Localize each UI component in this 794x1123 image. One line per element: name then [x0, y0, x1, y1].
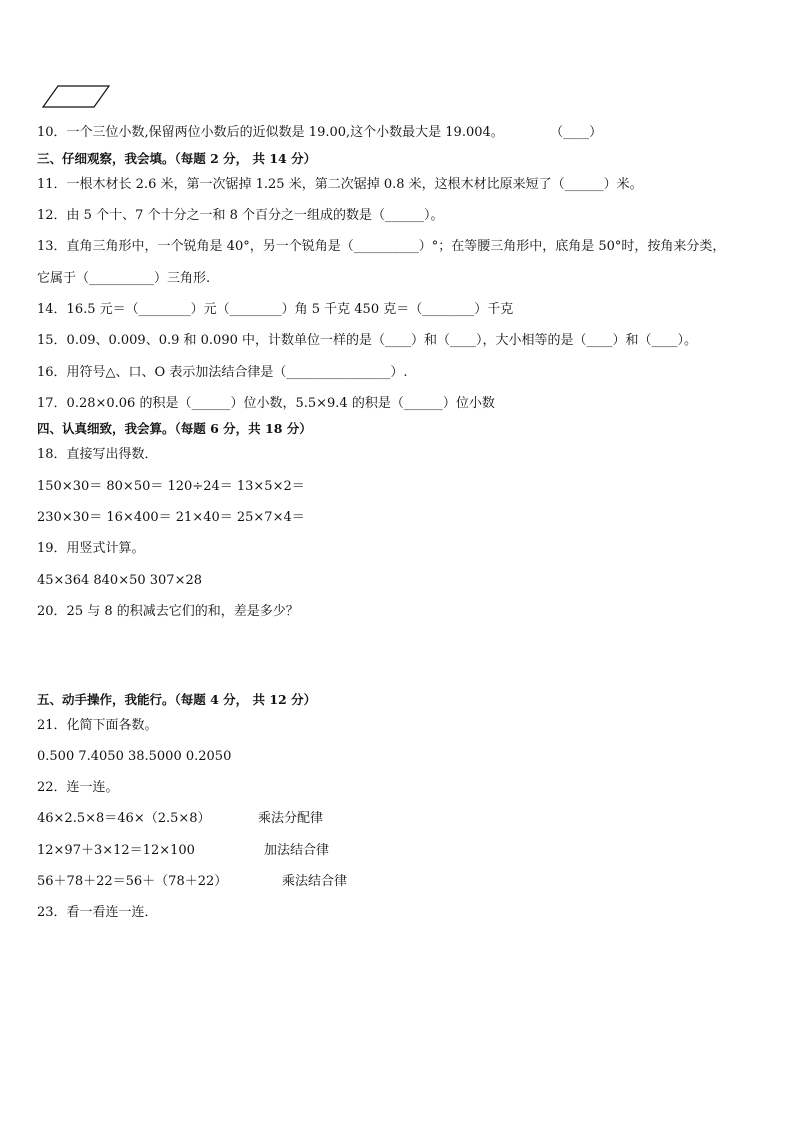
question-22: 22．连一连。: [37, 780, 119, 795]
question-12: 12．由 5 个十、7 个十分之一和 8 个百分之一组成的数是（______）。: [37, 208, 444, 223]
question-23: 23．看一看连一连．: [37, 905, 158, 920]
question-13-line-1: 13．直角三角形中，一个锐角是 40°，另一个锐角是（__________）°；在等腰三角形中，底角是 50°时，按角来分类，: [37, 239, 726, 254]
question-17: 17．0.28×0.06 的积是（______）位小数，5.5×9.4 的积是（______）位小数: [37, 396, 495, 411]
question-22-equation-b: 12×97＋3×12＝12×100: [37, 843, 195, 858]
question-18-row-2: 230×30＝ 16×400＝ 21×40＝ 25×7×4＝: [37, 510, 305, 525]
section-4-heading: 四、认真细致，我会算。（每题 6 分，共 18 分）: [37, 421, 312, 436]
question-13-line-2: 它属于（__________）三角形.: [37, 271, 211, 286]
question-10-blank: （____）: [550, 125, 603, 140]
question-15: 15．0.09、0.009、0.9 和 0.090 中，计数单位一样的是（____）和（____），大小相等的是（____）和（____）。: [37, 333, 697, 348]
question-21-row: 0.500 7.4050 38.5000 0.2050: [37, 749, 232, 764]
question-22-law-b: 加法结合律: [264, 843, 330, 858]
question-10: [37, 124, 602, 142]
question-18: 18．直接写出得数．: [37, 447, 158, 462]
question-19: 19．用竖式计算。: [37, 541, 145, 556]
section-5-heading: 五、动手操作，我能行。（每题 4 分， 共 12 分）: [37, 692, 317, 707]
question-14: 14．16.5 元＝（________）元（________）角 5 千克 450 克＝（________）千克: [37, 302, 514, 317]
question-21: 21．化简下面各数。: [37, 718, 158, 733]
question-19-row: 45×364 840×50 307×28: [37, 573, 203, 588]
question-22-equation-c: 56＋78＋22＝56＋（78＋22）: [37, 874, 228, 889]
question-16: 16．用符号△、口、O 表示加法结合律是（________________）.: [37, 365, 408, 380]
question-22-law-a: 乘法分配律: [258, 811, 324, 826]
question-22-equation-a: 46×2.5×8＝46×（2.5×8）: [37, 811, 211, 826]
question-10-text: 10．一个三位小数,保留两位小数后的近似数是 19.00,这个小数最大是 19.004。: [37, 125, 504, 140]
question-20: 20．25 与 8 的积减去它们的和，差是多少？: [37, 604, 299, 619]
section-3-heading: 三、仔细观察，我会填。（每题 2 分， 共 14 分）: [37, 151, 317, 166]
question-22-law-c: 乘法结合律: [282, 874, 348, 889]
question-18-row-1: 150×30＝ 80×50＝ 120÷24＝ 13×5×2＝: [37, 479, 305, 494]
question-11: 11．一根木材长 2.6 米，第一次锯掉 1.25 米，第二次锯掉 0.8 米，这根木材比原来短了（______）米。: [37, 177, 643, 192]
parallelogram-figure: [42, 84, 112, 110]
